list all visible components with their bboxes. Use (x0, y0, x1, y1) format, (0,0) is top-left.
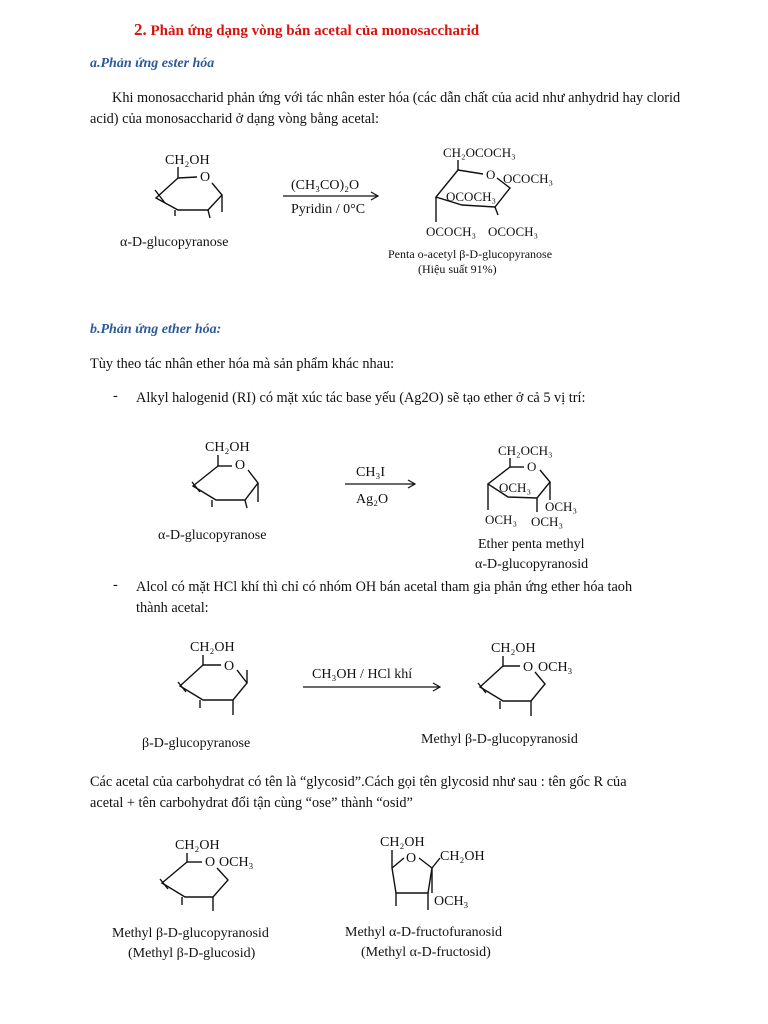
ether1-reactant-o: O (235, 458, 246, 473)
ether1-reagent-bottom: Ag₂O (356, 492, 389, 507)
ether-bullet-2-line2: thành acetal: (136, 600, 209, 616)
ex2-name: Methyl α-D-fructofuranosid (345, 925, 503, 940)
section-title-text: Phản ứng dạng vòng bán acetal của monosaccharid (150, 23, 480, 39)
ex2-och3: OCH₃ (434, 894, 469, 909)
ether-bullet-2-line1: Alcol có mặt HCl khí thì chỉ có nhóm OH bán acetal tham gia phản ứng ether hóa taoh (136, 579, 633, 595)
ether1-product-ch2och3: CH₂OCH₃ (498, 443, 553, 458)
ether-heading: b.Phản ứng ether hóa: (90, 322, 222, 337)
glycosid-ex2-structure (380, 835, 485, 910)
ether2-product-och3: OCH₃ (538, 660, 573, 675)
ex2-alias: (Methyl α-D-fructosid) (361, 945, 491, 960)
ex2-ch2oh-1: CH₂OH (380, 835, 425, 850)
ether2-product-ch2oh: CH₂OH (491, 641, 536, 656)
ester-product-label: Penta o-acetyl β-D-glucopyranose (388, 247, 553, 261)
ether2-product-label: Methyl β-D-glucopyranosid (421, 732, 578, 747)
ether-intro: Tùy theo tác nhân ether hóa mà sản phẩm khác nhau: (90, 356, 395, 372)
ether1-product-label-2: α-D-glucopyranosid (475, 557, 589, 572)
glycosid-para-line2: acetal + tên carbohydrat đổi tận cùng “ose” thành “osid” (90, 795, 413, 811)
ester-product-ococh3-1: OCOCH₃ (503, 171, 554, 186)
ether1-product-label-1: Ether penta methyl (478, 537, 585, 552)
ester-reactant-ch2oh: CH₂OH (165, 153, 210, 168)
ex1-name: Methyl β-D-glucopyranosid (112, 926, 269, 941)
ex2-o: O (406, 851, 417, 866)
ex1-och3: OCH₃ (219, 855, 254, 870)
ester-product-ococh3-2: OCOCH₃ (446, 189, 497, 204)
bullet-dash-2: - (113, 577, 118, 593)
ether-bullet-1: Alkyl halogenid (RI) có mặt xúc tác base yếu (Ag2O) sẽ tạo ether ở cả 5 vị trí: (136, 390, 586, 406)
ether1-reactant-label: α-D-glucopyranose (158, 528, 267, 543)
ex1-ch2oh: CH₂OH (175, 838, 220, 853)
glycosid-para-line1: Các acetal của carbohydrat có tên là “glycosid”.Cách gọi tên glycosid như sau : tên gốc R của (90, 774, 627, 790)
ether1-product-och3-4: OCH₃ (531, 514, 563, 529)
ether2-reactant-ch2oh: CH₂OH (190, 640, 235, 655)
ex1-alias: (Methyl β-D-glucosid) (128, 946, 256, 961)
ether2-product-o: O (523, 660, 534, 675)
ester-heading: a.Phản ứng ester hóa (90, 56, 215, 71)
ether2-reagent: CH₃OH / HCl khí (312, 667, 413, 682)
ether1-product-o: O (527, 459, 537, 474)
ester-paragraph: Khi monosaccharid phản ứng với tác nhân ester hóa (các dẫn chất của acid như anhydrid hay clorid acid) của monosaccharid ở dạng vòng bằng acetal: (90, 90, 681, 127)
ether1-reactant-ch2oh: CH₂OH (205, 440, 250, 455)
ex1-o: O (205, 855, 216, 870)
ester-reagent-bottom: Pyridin / 0°C (291, 202, 366, 217)
ether2-reactant-label: β-D-glucopyranose (142, 736, 251, 751)
ester-product-o: O (486, 167, 496, 182)
ether1-product-och3-1: OCH₃ (499, 480, 531, 495)
ester-reactant-o: O (200, 170, 211, 185)
ester-product-ococh3-4: OCOCH₃ (426, 224, 477, 239)
ether1-product-och3-3: OCH₃ (485, 512, 517, 527)
glycosid-ex1-structure (160, 838, 254, 911)
ether1-product-och3-2: OCH₃ (545, 499, 577, 514)
ex2-ch2oh-2: CH₂OH (440, 849, 485, 864)
section-number: 2. (134, 20, 147, 39)
ester-reactant-label: α-D-glucopyranose (120, 235, 229, 250)
ester-product-yield: (Hiệu suất 91%) (418, 262, 497, 276)
ether1-reagent-top: CH₃I (356, 465, 385, 480)
ester-product-ococh3-3: OCOCH₃ (488, 224, 539, 239)
ester-product-ch2: CH₂OCOCH₃ (443, 145, 516, 160)
ether2-reactant-o: O (224, 659, 235, 674)
bullet-dash-1: - (113, 388, 118, 404)
ester-reagent-top: (CH₃CO)₂O (291, 178, 360, 193)
